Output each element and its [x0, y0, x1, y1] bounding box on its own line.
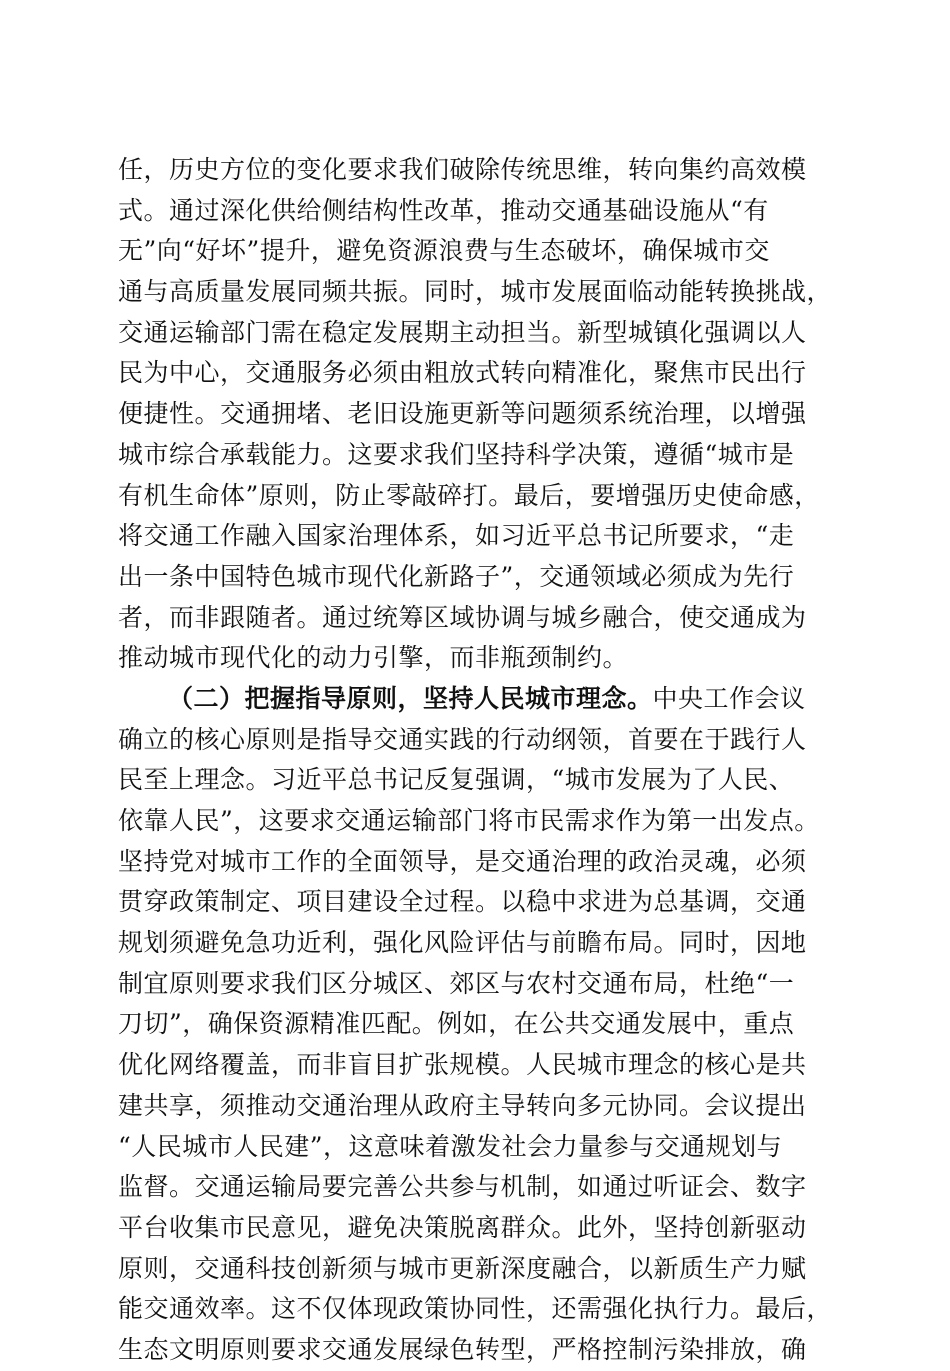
text-line: 平台收集市民意见，避免决策脱离群众。此外，坚持创新驱动 — [118, 1212, 807, 1242]
text-line: 民至上理念。习近平总书记反复强调，“城市发展为了人民、 — [118, 765, 795, 795]
text-line: 推动城市现代化的动力引擎，而非瓶颈制约。 — [118, 643, 629, 673]
text-line: 民为中心，交通服务必须由粗放式转向精准化，聚焦市民出行 — [118, 358, 807, 388]
text-line: 制宜原则要求我们区分城区、郊区与农村交通布局，杜绝“一 — [118, 968, 795, 998]
text-line: 有机生命体”原则，防止零敲碎打。最后，要增强历史使命感， — [118, 480, 820, 510]
text-line: 规划须避免急功近利，强化风险评估与前瞻布局。同时，因地 — [118, 928, 807, 958]
text-line: 监督。交通运输局要完善公共参与机制，如通过听证会、数字 — [118, 1172, 807, 1202]
text-line: “人民城市人民建”，这意味着激发社会力量参与交通规划与 — [118, 1131, 783, 1161]
text-line: 刀切”，确保资源精准匹配。例如，在公共交通发展中，重点 — [118, 1009, 795, 1039]
text-line: 确立的核心原则是指导交通实践的行动纲领，首要在于践行人 — [118, 724, 807, 754]
text-line: 城市综合承载能力。这要求我们坚持科学决策，遵循“城市是 — [118, 439, 795, 469]
text-run: 中央工作会议 — [652, 683, 806, 713]
text-line: 者，而非跟随者。通过统筹区域协调与城乡融合，使交通成为 — [118, 602, 807, 632]
text-line: 将交通工作融入国家治理体系，如习近平总书记所要求，“走 — [118, 521, 795, 551]
text-line: 依靠人民”，这要求交通运输部门将市民需求作为第一出发点。 — [118, 806, 820, 835]
text-line: 坚持党对城市工作的全面领导，是交通治理的政治灵魂，必须 — [118, 846, 807, 876]
text-line: 式。通过深化供给侧结构性改革，推动交通基础设施从“有 — [118, 195, 769, 225]
text-line: 贯穿政策制定、项目建设全过程。以稳中求进为总基调，交通 — [118, 887, 807, 917]
document-body — [118, 150, 834, 1371]
section-heading: （二）把握指导原则，坚持人民城市理念。 — [168, 683, 653, 713]
text-line: 无”向“好坏”提升，避免资源浪费与生态破坏，确保城市交 — [118, 236, 770, 266]
text-line: 生态文明原则要求交通发展绿色转型，严格控制污染排放，确 — [118, 1334, 807, 1364]
text-line: 交通运输部门需在稳定发展期主动担当。新型城镇化强调以人 — [118, 317, 807, 347]
text-line: 便捷性。交通拥堵、老旧设施更新等问题须系统治理，以增强 — [118, 399, 807, 429]
section-heading-line — [118, 679, 834, 720]
text-line: 原则，交通科技创新须与城市更新深度融合，以新质生产力赋 — [118, 1253, 807, 1283]
text-line: 优化网络覆盖，而非盲目扩张规模。人民城市理念的核心是共 — [118, 1050, 807, 1080]
text-line: 通与高质量发展同频共振。同时，城市发展面临动能转换挑战， — [118, 277, 833, 307]
text-line: 任，历史方位的变化要求我们破除传统思维，转向集约高效模 — [118, 155, 807, 184]
text-line: 能交通效率。这不仅体现政策协同性，还需强化执行力。最后， — [118, 1294, 833, 1324]
text-line: 出一条中国特色城市现代化新路子”，交通领域必须成为先行 — [118, 561, 795, 591]
text-line: 建共享，须推动交通治理从政府主导转向多元协同。会议提出 — [118, 1090, 807, 1120]
